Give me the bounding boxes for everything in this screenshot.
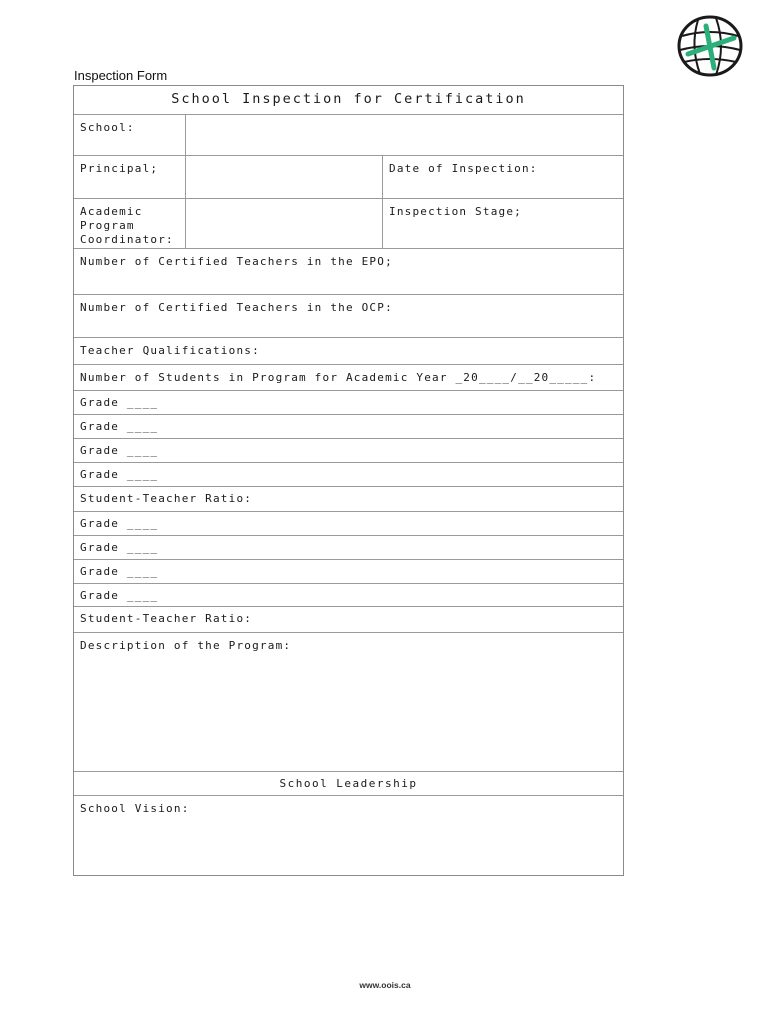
grade-row bbox=[74, 438, 623, 462]
coordinator-label: Academic Program Coordinator: bbox=[74, 199, 186, 248]
date-of-inspection-label[interactable]: Date of Inspection: bbox=[382, 156, 623, 198]
ratio-row bbox=[74, 606, 623, 632]
principal-label: Principal; bbox=[74, 156, 186, 198]
grade-row bbox=[74, 414, 623, 438]
grade-field[interactable]: Grade ____ bbox=[80, 565, 159, 578]
student-teacher-ratio-label[interactable]: Student-Teacher Ratio: bbox=[80, 492, 253, 505]
grade-field[interactable]: Grade ____ bbox=[80, 444, 159, 457]
teacher-qualifications-label[interactable]: Teacher Qualifications: bbox=[80, 344, 260, 357]
number-of-students-label[interactable]: Number of Students in Program for Academic Year _20____/__20_____: bbox=[80, 371, 597, 384]
coordinator-row bbox=[74, 198, 623, 248]
grade-row bbox=[74, 535, 623, 559]
coordinator-field[interactable] bbox=[186, 199, 382, 248]
vision-row bbox=[74, 795, 623, 875]
students-row bbox=[74, 364, 623, 390]
epo-teachers-label[interactable]: Number of Certified Teachers in the EPO; bbox=[80, 255, 393, 268]
school-label: School: bbox=[74, 115, 186, 155]
school-row bbox=[74, 114, 623, 155]
grade-row bbox=[74, 390, 623, 414]
grade-field[interactable]: Grade ____ bbox=[80, 541, 159, 554]
inspection-form-table bbox=[73, 85, 624, 876]
grade-row bbox=[74, 462, 623, 486]
inspection-stage-label[interactable]: Inspection Stage; bbox=[382, 199, 623, 248]
footer-url: www.oois.ca bbox=[359, 980, 411, 990]
form-title-row bbox=[74, 86, 623, 114]
grade-field[interactable]: Grade ____ bbox=[80, 420, 159, 433]
ocp-row bbox=[74, 294, 623, 337]
grade-row bbox=[74, 583, 623, 606]
grade-field[interactable]: Grade ____ bbox=[80, 396, 159, 409]
grade-row bbox=[74, 511, 623, 535]
grade-field[interactable]: Grade ____ bbox=[80, 468, 159, 481]
principal-row bbox=[74, 155, 623, 198]
epo-row bbox=[74, 248, 623, 294]
school-leadership-heading: School Leadership bbox=[279, 777, 418, 790]
ocp-teachers-label[interactable]: Number of Certified Teachers in the OCP: bbox=[80, 301, 393, 314]
description-row bbox=[74, 632, 623, 771]
grade-field[interactable]: Grade ____ bbox=[80, 517, 159, 530]
form-label: Inspection Form bbox=[74, 68, 168, 83]
grade-row bbox=[74, 559, 623, 583]
principal-field[interactable] bbox=[186, 156, 382, 198]
leadership-row bbox=[74, 771, 623, 795]
globe-logo-icon bbox=[676, 14, 744, 78]
school-vision-label[interactable]: School Vision: bbox=[80, 802, 190, 815]
grade-field[interactable]: Grade ____ bbox=[80, 589, 159, 602]
form-title: School Inspection for Certification bbox=[171, 91, 526, 107]
qualifications-row bbox=[74, 337, 623, 364]
ratio-row bbox=[74, 486, 623, 511]
program-description-label[interactable]: Description of the Program: bbox=[80, 639, 292, 652]
school-field[interactable] bbox=[186, 115, 623, 155]
student-teacher-ratio-label[interactable]: Student-Teacher Ratio: bbox=[80, 612, 253, 625]
